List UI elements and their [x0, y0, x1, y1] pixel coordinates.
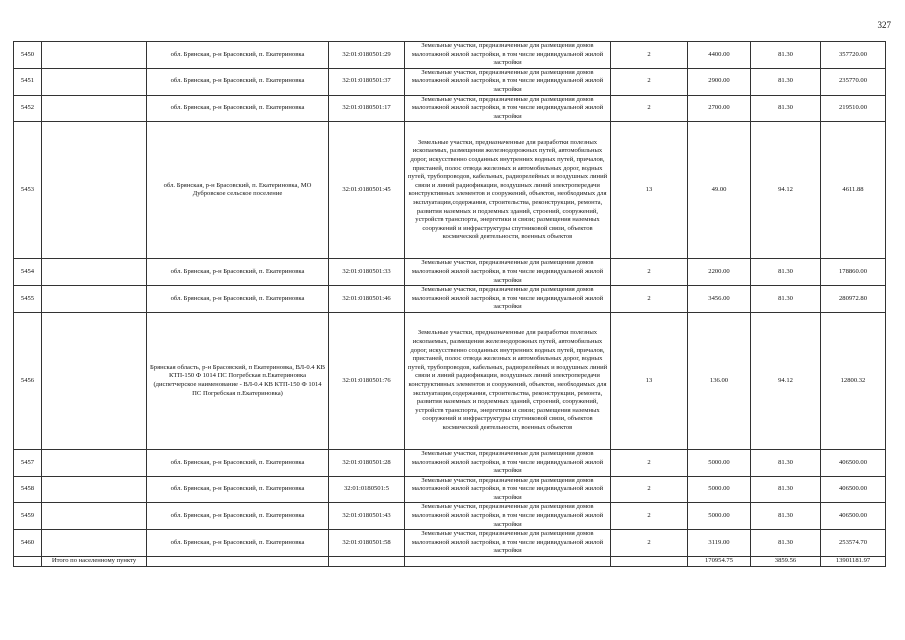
address-cell: обл. Брянская, р-н Брасовский, п. Екатериновка — [147, 449, 329, 476]
cadastral-number-cell: 32:01:0180501:37 — [329, 68, 405, 95]
total-rate: 3859.56 — [751, 557, 821, 567]
area-cell: 5000.00 — [688, 449, 751, 476]
use-code-cell: 2 — [611, 259, 688, 286]
cadastral-cost-cell: 219510.00 — [821, 95, 886, 122]
use-code-cell: 2 — [611, 42, 688, 69]
blank-cell — [42, 42, 147, 69]
table-row — [14, 476, 886, 503]
cadastral-number-cell: 32:01:0180501:58 — [329, 530, 405, 557]
blank-cell — [42, 530, 147, 557]
use-code-cell: 2 — [611, 503, 688, 530]
row-number: 5453 — [14, 122, 42, 259]
blank-cell — [42, 312, 147, 449]
total-area: 170954.75 — [688, 557, 751, 567]
page-number: 327 — [877, 20, 891, 30]
cadastral-cost-cell: 280972.80 — [821, 286, 886, 313]
blank-cell — [147, 557, 329, 567]
area-cell: 5000.00 — [688, 476, 751, 503]
land-use-cell: Земельные участки, предназначенные для размещения домов малоэтажной жилой застройки, в том числе индивидуальной жилой застройки — [405, 503, 611, 530]
rate-cell: 81.30 — [751, 68, 821, 95]
table-row — [14, 68, 886, 95]
total-label: Итого по населенному пункту — [42, 557, 147, 567]
land-use-cell: Земельные участки, предназначенные для размещения домов малоэтажной жилой застройки, в том числе индивидуальной жилой застройки — [405, 95, 611, 122]
rate-cell: 81.30 — [751, 530, 821, 557]
row-number: 5452 — [14, 95, 42, 122]
area-cell: 5000.00 — [688, 503, 751, 530]
cadastral-cost-cell: 253574.70 — [821, 530, 886, 557]
use-code-cell: 2 — [611, 449, 688, 476]
cadastral-cost-cell: 406500.00 — [821, 503, 886, 530]
cadastral-cost-cell: 178860.00 — [821, 259, 886, 286]
area-cell: 3119.00 — [688, 530, 751, 557]
area-cell: 4400.00 — [688, 42, 751, 69]
table-row — [14, 503, 886, 530]
address-cell: обл. Брянская, р-н Брасовский, п. Екатериновка — [147, 68, 329, 95]
cadastral-number-cell: 32:01:0180501:45 — [329, 122, 405, 259]
table-row — [14, 95, 886, 122]
blank-cell — [42, 95, 147, 122]
land-use-cell: Земельные участки, предназначенные для размещения домов малоэтажной жилой застройки, в том числе индивидуальной жилой застройки — [405, 449, 611, 476]
rate-cell: 94.12 — [751, 312, 821, 449]
blank-cell — [42, 476, 147, 503]
rate-cell: 94.12 — [751, 122, 821, 259]
table-row — [14, 286, 886, 313]
cadastral-number-cell: 32:01:0180501:29 — [329, 42, 405, 69]
cadastral-number-cell: 32:01:0180501:46 — [329, 286, 405, 313]
row-number: 5459 — [14, 503, 42, 530]
cadastral-cost-cell: 12800.32 — [821, 312, 886, 449]
table-row — [14, 122, 886, 259]
rate-cell: 81.30 — [751, 476, 821, 503]
cadastral-cost-cell: 235770.00 — [821, 68, 886, 95]
use-code-cell: 2 — [611, 530, 688, 557]
cadastral-number-cell: 32:01:0180501:28 — [329, 449, 405, 476]
blank-cell — [611, 557, 688, 567]
use-code-cell: 2 — [611, 476, 688, 503]
blank-cell — [329, 557, 405, 567]
land-use-cell: Земельные участки, предназначенные для размещения домов малоэтажной жилой застройки, в том числе индивидуальной жилой застройки — [405, 530, 611, 557]
address-cell: обл. Брянская, р-н Брасовский, п. Екатериновка — [147, 95, 329, 122]
blank-cell — [42, 503, 147, 530]
table-row — [14, 259, 886, 286]
rate-cell: 81.30 — [751, 503, 821, 530]
cadastral-cost-cell: 4611.88 — [821, 122, 886, 259]
address-cell: обл. Брянская, р-н Брасовский, п. Екатериновка — [147, 286, 329, 313]
blank-cell — [42, 286, 147, 313]
cadastral-number-cell: 32:01:0180501:33 — [329, 259, 405, 286]
address-cell: Брянская область, р-н Брасовский, п Екатериновка, ВЛ-0.4 КВ КТП-150 Ф 1014 ПС Погребская п.Екатериновка (диспетчерское наименование - ВЛ-0.4 КВ КТП-150 Ф 1014 ПС Погребская п.Екатериновка) — [147, 312, 329, 449]
use-code-cell: 13 — [611, 122, 688, 259]
row-number: 5460 — [14, 530, 42, 557]
rate-cell: 81.30 — [751, 286, 821, 313]
table-row — [14, 449, 886, 476]
row-number: 5456 — [14, 312, 42, 449]
blank-cell — [14, 557, 42, 567]
rate-cell: 81.30 — [751, 42, 821, 69]
total-cost: 13901181.97 — [821, 557, 886, 567]
cadastral-cost-cell: 406500.00 — [821, 449, 886, 476]
row-number: 5458 — [14, 476, 42, 503]
cadastral-number-cell: 32:01:0180501:5 — [329, 476, 405, 503]
area-cell: 2700.00 — [688, 95, 751, 122]
area-cell: 3456.00 — [688, 286, 751, 313]
land-use-cell: Земельные участки, предназначенные для размещения домов малоэтажной жилой застройки, в том числе индивидуальной жилой застройки — [405, 42, 611, 69]
use-code-cell: 13 — [611, 312, 688, 449]
area-cell: 49.00 — [688, 122, 751, 259]
address-cell: обл. Брянская, р-н Брасовский, п. Екатериновка — [147, 530, 329, 557]
address-cell: обл. Брянская, р-н Брасовский, п. Екатериновка — [147, 476, 329, 503]
address-cell: обл. Брянская, р-н Брасовский, п. Екатериновка — [147, 503, 329, 530]
land-use-cell: Земельные участки, предназначенные для размещения домов малоэтажной жилой застройки, в том числе индивидуальной жилой застройки — [405, 68, 611, 95]
address-cell: обл. Брянская, р-н Брасовский, п. Екатериновка — [147, 259, 329, 286]
address-cell: обл. Брянская, р-н Брасовский, п. Екатериновка, МО Дубровское сельское поселение — [147, 122, 329, 259]
cadastral-cost-cell: 357720.00 — [821, 42, 886, 69]
blank-cell — [42, 122, 147, 259]
use-code-cell: 2 — [611, 95, 688, 122]
blank-cell — [42, 259, 147, 286]
land-use-cell: Земельные участки, предназначенные для размещения домов малоэтажной жилой застройки, в том числе индивидуальной жилой застройки — [405, 259, 611, 286]
cadastral-value-table — [13, 41, 886, 567]
land-use-cell: Земельные участки, предназначенные для размещения домов малоэтажной жилой застройки, в том числе индивидуальной жилой застройки — [405, 476, 611, 503]
row-number: 5451 — [14, 68, 42, 95]
blank-cell — [42, 68, 147, 95]
address-cell: обл. Брянская, р-н Брасовский, п. Екатериновка — [147, 42, 329, 69]
rate-cell: 81.30 — [751, 449, 821, 476]
table-row — [14, 42, 886, 69]
land-use-cell: Земельные участки, предназначенные для размещения домов малоэтажной жилой застройки, в том числе индивидуальной жилой застройки — [405, 286, 611, 313]
cadastral-number-cell: 32:01:0180501:43 — [329, 503, 405, 530]
blank-cell — [42, 449, 147, 476]
table-row — [14, 530, 886, 557]
cadastral-number-cell: 32:01:0180501:76 — [329, 312, 405, 449]
table-row — [14, 312, 886, 449]
use-code-cell: 2 — [611, 286, 688, 313]
row-number: 5457 — [14, 449, 42, 476]
cadastral-number-cell: 32:01:0180501:17 — [329, 95, 405, 122]
row-number: 5450 — [14, 42, 42, 69]
cadastral-cost-cell: 406500.00 — [821, 476, 886, 503]
use-code-cell: 2 — [611, 68, 688, 95]
blank-cell — [405, 557, 611, 567]
total-row — [14, 557, 886, 567]
row-number: 5455 — [14, 286, 42, 313]
area-cell: 136.00 — [688, 312, 751, 449]
row-number: 5454 — [14, 259, 42, 286]
land-use-cell: Земельные участки, предназначенные для разработки полезных ископаемых, размещения железнодорожных путей, автомобильных дорог, искусственно созданных внутренних водных путей, причалов, пристаней, полос отвода железных и автомобильных дорог, водных путей, трубопроводов, кабельных, радиорелейных и воздушных линий связи и линий радиофикации, воздушных линий электропередачи конструктивных элементов и сооружений, объектов, необходимых для эксплуатации,содержания, строительства, реконструкции, ремонта, развития наземных и подземных зданий, строений, сооружений, устройств транспорта, энергетики и связи; размещения наземных сооружений и инфраструктуры спутниковой связи, объектов космической деятельности, военных объектов — [405, 122, 611, 259]
rate-cell: 81.30 — [751, 259, 821, 286]
area-cell: 2900.00 — [688, 68, 751, 95]
rate-cell: 81.30 — [751, 95, 821, 122]
land-use-cell: Земельные участки, предназначенные для разработки полезных ископаемых, размещения железнодорожных путей, автомобильных дорог, искусственно созданных внутренних водных путей, причалов, пристаней, полос отвода железных и автомобильных дорог, водных путей, трубопроводов, кабельных, радиорелейных и воздушных линий связи и линий радиофикации, воздушных линий электропередачи конструктивных элементов и сооружений, объектов, необходимых для эксплуатации,содержания, строительства, реконструкции, ремонта, развития наземных и подземных зданий, строений, сооружений, устройств транспорта, энергетики и связи; размещения наземных сооружений и инфраструктуры спутниковой связи, объектов космической деятельности, военных объектов — [405, 312, 611, 449]
area-cell: 2200.00 — [688, 259, 751, 286]
